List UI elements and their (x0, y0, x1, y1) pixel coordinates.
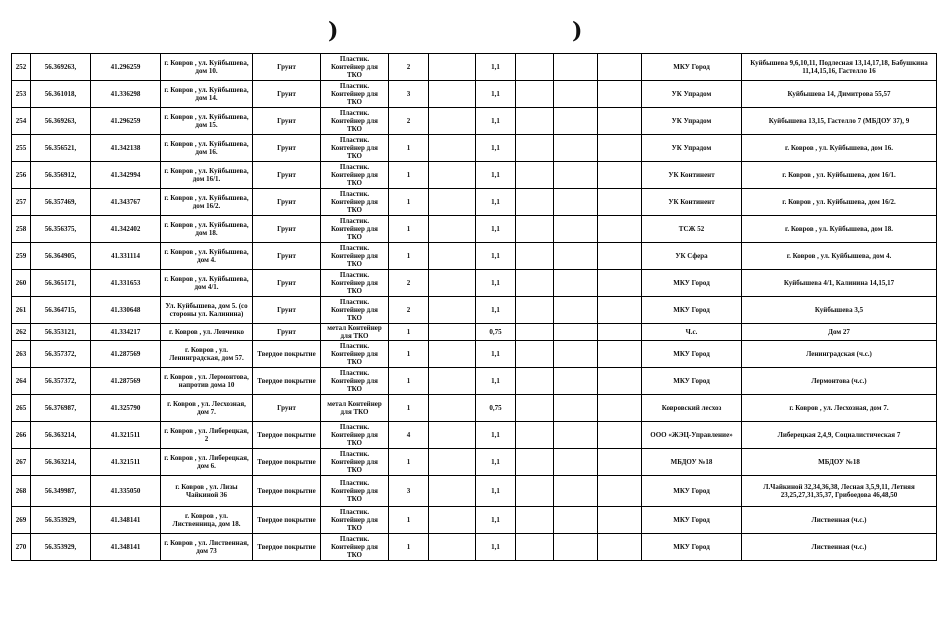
empty-cell-cell (516, 216, 554, 243)
container-volume-cell: 1,1 (476, 297, 516, 324)
owner-cell: Ковровский лесхоз (642, 395, 742, 422)
empty-cell-cell (598, 216, 642, 243)
served-objects-cell: Дом 27 (742, 324, 937, 341)
row-number-cell: 256 (12, 162, 31, 189)
empty-cell-cell (598, 135, 642, 162)
empty-cell-cell (554, 534, 598, 561)
longitude-cell: 41.296259 (91, 108, 161, 135)
empty-cell-cell (554, 422, 598, 449)
container-type-cell: Пластик. Контейнер для ТКО (321, 216, 389, 243)
empty-cell-cell (554, 507, 598, 534)
container-count-cell: 1 (389, 243, 429, 270)
surface-type-cell: Грунт (253, 297, 321, 324)
container-type-cell: Пластик. Контейнер для ТКО (321, 422, 389, 449)
container-type-cell: метал Контейнер для ТКО (321, 324, 389, 341)
owner-cell: МКУ Город (642, 341, 742, 368)
row-number-cell: 263 (12, 341, 31, 368)
owner-cell: МКУ Город (642, 476, 742, 507)
owner-cell: УК Упрадом (642, 108, 742, 135)
table-row (12, 449, 937, 476)
container-volume-cell: 1,1 (476, 449, 516, 476)
empty-cell-cell (554, 324, 598, 341)
table-row (12, 324, 937, 341)
address-cell: Ул. Куйбышева, дом 5. (со стороны ул. Калинина) (161, 297, 253, 324)
longitude-cell: 41.348141 (91, 507, 161, 534)
longitude-cell: 41.331114 (91, 243, 161, 270)
empty-cell-cell (516, 297, 554, 324)
container-volume-cell: 1,1 (476, 243, 516, 270)
address-cell: г. Ковров , ул. Куйбышева, дом 4. (161, 243, 253, 270)
row-number-cell: 254 (12, 108, 31, 135)
address-cell: г. Ковров , ул. Куйбышева, дом 4/1. (161, 270, 253, 297)
container-volume-cell: 1,1 (476, 108, 516, 135)
empty-cell-cell (516, 422, 554, 449)
row-number-cell: 266 (12, 422, 31, 449)
longitude-cell: 41.343767 (91, 189, 161, 216)
empty-cell-cell (598, 368, 642, 395)
empty-cell-cell (429, 189, 476, 216)
container-type-cell: метал Контейнер для ТКО (321, 395, 389, 422)
table-row (12, 297, 937, 324)
surface-type-cell: Грунт (253, 135, 321, 162)
served-objects-cell: Куйбышева 14, Димитрова 55,57 (742, 81, 937, 108)
empty-cell-cell (429, 507, 476, 534)
table-row (12, 534, 937, 561)
address-cell: г. Ковров , ул. Куйбышева, дом 16/2. (161, 189, 253, 216)
address-cell: г. Ковров , ул. Лиственная, дом 73 (161, 534, 253, 561)
container-type-cell: Пластик. Контейнер для ТКО (321, 54, 389, 81)
empty-cell-cell (554, 449, 598, 476)
served-objects-cell: г. Ковров , ул. Куйбышева, дом 4. (742, 243, 937, 270)
container-type-cell: Пластик. Контейнер для ТКО (321, 368, 389, 395)
row-number-cell: 264 (12, 368, 31, 395)
container-count-cell: 3 (389, 81, 429, 108)
served-objects-cell: Куйбышева 9,6,10,11, Подлесная 13,14,17,18, Бабушкина 11,14,15,16, Гастелло 16 (742, 54, 937, 81)
surface-type-cell: Твердое покрытие (253, 368, 321, 395)
served-objects-cell: Лиственная (ч.с.) (742, 507, 937, 534)
empty-cell-cell (554, 341, 598, 368)
row-number-cell: 255 (12, 135, 31, 162)
empty-cell-cell (429, 81, 476, 108)
empty-cell-cell (429, 162, 476, 189)
empty-cell-cell (554, 270, 598, 297)
longitude-cell: 41.335050 (91, 476, 161, 507)
empty-cell-cell (598, 162, 642, 189)
served-objects-cell: Л.Чайкиной 32,34,36,38, Лесная 3,5,9,11, Летняя 23,25,27,31,35,37, Грибоедова 46,48,50 (742, 476, 937, 507)
container-type-cell: Пластик. Контейнер для ТКО (321, 270, 389, 297)
owner-cell: ООО «ЖЭЦ-Управление» (642, 422, 742, 449)
table-row (12, 135, 937, 162)
empty-cell-cell (598, 476, 642, 507)
address-cell: г. Ковров , ул. Лизы Чайкиной 36 (161, 476, 253, 507)
table-row (12, 54, 937, 81)
empty-cell-cell (554, 395, 598, 422)
surface-type-cell: Грунт (253, 162, 321, 189)
empty-cell-cell (516, 449, 554, 476)
container-type-cell: Пластик. Контейнер для ТКО (321, 297, 389, 324)
container-volume-cell: 1,1 (476, 270, 516, 297)
latitude-cell: 56.376987, (31, 395, 91, 422)
served-objects-cell: Либерецкая 2,4,9, Социалистическая 7 (742, 422, 937, 449)
table-row (12, 162, 937, 189)
latitude-cell: 56.363214, (31, 422, 91, 449)
table-row (12, 422, 937, 449)
empty-cell-cell (598, 422, 642, 449)
row-number-cell: 259 (12, 243, 31, 270)
empty-cell-cell (516, 507, 554, 534)
table-row (12, 341, 937, 368)
latitude-cell: 56.361018, (31, 81, 91, 108)
container-volume-cell: 1,1 (476, 534, 516, 561)
surface-type-cell: Грунт (253, 324, 321, 341)
container-volume-cell: 1,1 (476, 368, 516, 395)
address-cell: г. Ковров , ул. Либерецкая, дом 6. (161, 449, 253, 476)
empty-cell-cell (598, 507, 642, 534)
owner-cell: Ч.с. (642, 324, 742, 341)
empty-cell-cell (554, 297, 598, 324)
container-type-cell: Пластик. Контейнер для ТКО (321, 108, 389, 135)
empty-cell-cell (429, 368, 476, 395)
empty-cell-cell (516, 270, 554, 297)
container-type-cell: Пластик. Контейнер для ТКО (321, 476, 389, 507)
container-count-cell: 4 (389, 422, 429, 449)
container-sites-table (11, 53, 937, 561)
surface-type-cell: Грунт (253, 270, 321, 297)
container-count-cell: 2 (389, 108, 429, 135)
longitude-cell: 41.334217 (91, 324, 161, 341)
served-objects-cell: г. Ковров , ул. Куйбышева, дом 16/2. (742, 189, 937, 216)
row-number-cell: 267 (12, 449, 31, 476)
empty-cell-cell (516, 135, 554, 162)
owner-cell: МКУ Город (642, 270, 742, 297)
address-cell: г. Ковров , ул. Лесхозная, дом 7. (161, 395, 253, 422)
table-row (12, 108, 937, 135)
owner-cell: МКУ Город (642, 507, 742, 534)
table-row (12, 395, 937, 422)
longitude-cell: 41.348141 (91, 534, 161, 561)
latitude-cell: 56.363214, (31, 449, 91, 476)
longitude-cell: 41.336298 (91, 81, 161, 108)
empty-cell-cell (516, 395, 554, 422)
table-row (12, 81, 937, 108)
scan-mark-left: ) (328, 18, 339, 44)
row-number-cell: 270 (12, 534, 31, 561)
surface-type-cell: Грунт (253, 54, 321, 81)
latitude-cell: 56.357372, (31, 341, 91, 368)
container-volume-cell: 1,1 (476, 507, 516, 534)
empty-cell-cell (554, 54, 598, 81)
container-count-cell: 1 (389, 368, 429, 395)
container-type-cell: Пластик. Контейнер для ТКО (321, 189, 389, 216)
empty-cell-cell (516, 108, 554, 135)
row-number-cell: 252 (12, 54, 31, 81)
latitude-cell: 56.356521, (31, 135, 91, 162)
container-count-cell: 1 (389, 341, 429, 368)
surface-type-cell: Грунт (253, 395, 321, 422)
latitude-cell: 56.364905, (31, 243, 91, 270)
empty-cell-cell (554, 368, 598, 395)
served-objects-cell: Лиственная (ч.с.) (742, 534, 937, 561)
served-objects-cell: Куйбышева 4/1, Калинина 14,15,17 (742, 270, 937, 297)
container-volume-cell: 1,1 (476, 81, 516, 108)
surface-type-cell: Твердое покрытие (253, 507, 321, 534)
surface-type-cell: Грунт (253, 189, 321, 216)
address-cell: г. Ковров , ул. Либерецкая, 2 (161, 422, 253, 449)
empty-cell-cell (516, 534, 554, 561)
container-volume-cell: 0,75 (476, 324, 516, 341)
served-objects-cell: Куйбышева 13,15, Гастелло 7 (МБДОУ 37), 9 (742, 108, 937, 135)
latitude-cell: 56.369263, (31, 54, 91, 81)
container-volume-cell: 1,1 (476, 135, 516, 162)
container-volume-cell: 1,1 (476, 341, 516, 368)
owner-cell: УК Сфера (642, 243, 742, 270)
row-number-cell: 257 (12, 189, 31, 216)
empty-cell-cell (554, 162, 598, 189)
table-row (12, 189, 937, 216)
empty-cell-cell (429, 297, 476, 324)
scan-mark-right: ) (572, 18, 583, 44)
surface-type-cell: Твердое покрытие (253, 476, 321, 507)
longitude-cell: 41.321511 (91, 422, 161, 449)
served-objects-cell: г. Ковров , ул. Лесхозная, дом 7. (742, 395, 937, 422)
container-volume-cell: 0,75 (476, 395, 516, 422)
empty-cell-cell (429, 341, 476, 368)
longitude-cell: 41.287569 (91, 341, 161, 368)
row-number-cell: 265 (12, 395, 31, 422)
container-volume-cell: 1,1 (476, 189, 516, 216)
address-cell: г. Ковров , ул. Куйбышева, дом 14. (161, 81, 253, 108)
served-objects-cell: г. Ковров , ул. Куйбышева, дом 16/1. (742, 162, 937, 189)
container-type-cell: Пластик. Контейнер для ТКО (321, 243, 389, 270)
empty-cell-cell (598, 324, 642, 341)
empty-cell-cell (598, 395, 642, 422)
empty-cell-cell (598, 54, 642, 81)
address-cell: г. Ковров , ул. Ленинградская, дом 57. (161, 341, 253, 368)
surface-type-cell: Твердое покрытие (253, 341, 321, 368)
container-count-cell: 1 (389, 162, 429, 189)
owner-cell: УК Упрадом (642, 135, 742, 162)
longitude-cell: 41.331653 (91, 270, 161, 297)
container-count-cell: 3 (389, 476, 429, 507)
longitude-cell: 41.330648 (91, 297, 161, 324)
empty-cell-cell (429, 216, 476, 243)
empty-cell-cell (598, 243, 642, 270)
address-cell: г. Ковров , ул. Куйбышева, дом 10. (161, 54, 253, 81)
latitude-cell: 56.353121, (31, 324, 91, 341)
container-type-cell: Пластик. Контейнер для ТКО (321, 341, 389, 368)
served-objects-cell: МБДОУ №18 (742, 449, 937, 476)
empty-cell-cell (429, 54, 476, 81)
container-volume-cell: 1,1 (476, 54, 516, 81)
latitude-cell: 56.356375, (31, 216, 91, 243)
surface-type-cell: Твердое покрытие (253, 449, 321, 476)
latitude-cell: 56.357372, (31, 368, 91, 395)
latitude-cell: 56.365171, (31, 270, 91, 297)
container-count-cell: 2 (389, 54, 429, 81)
empty-cell-cell (598, 270, 642, 297)
owner-cell: УК Континент (642, 162, 742, 189)
container-volume-cell: 1,1 (476, 162, 516, 189)
empty-cell-cell (598, 108, 642, 135)
empty-cell-cell (429, 395, 476, 422)
empty-cell-cell (516, 162, 554, 189)
empty-cell-cell (516, 54, 554, 81)
owner-cell: МКУ Город (642, 54, 742, 81)
address-cell: г. Ковров , ул. Лермонтова, напротив дома 10 (161, 368, 253, 395)
container-volume-cell: 1,1 (476, 422, 516, 449)
served-objects-cell: г. Ковров , ул. Куйбышева, дом 18. (742, 216, 937, 243)
owner-cell: УК Упрадом (642, 81, 742, 108)
surface-type-cell: Грунт (253, 81, 321, 108)
longitude-cell: 41.325790 (91, 395, 161, 422)
table-row (12, 507, 937, 534)
served-objects-cell: г. Ковров , ул. Куйбышева, дом 16. (742, 135, 937, 162)
surface-type-cell: Грунт (253, 108, 321, 135)
row-number-cell: 269 (12, 507, 31, 534)
surface-type-cell: Твердое покрытие (253, 534, 321, 561)
empty-cell-cell (516, 368, 554, 395)
empty-cell-cell (429, 270, 476, 297)
surface-type-cell: Твердое покрытие (253, 422, 321, 449)
empty-cell-cell (429, 476, 476, 507)
owner-cell: МКУ Город (642, 368, 742, 395)
empty-cell-cell (429, 135, 476, 162)
served-objects-cell: Куйбышева 3,5 (742, 297, 937, 324)
row-number-cell: 262 (12, 324, 31, 341)
row-number-cell: 260 (12, 270, 31, 297)
served-objects-cell: Лермонтова (ч.с.) (742, 368, 937, 395)
row-number-cell: 253 (12, 81, 31, 108)
latitude-cell: 56.356912, (31, 162, 91, 189)
container-count-cell: 1 (389, 324, 429, 341)
container-count-cell: 1 (389, 216, 429, 243)
owner-cell: ТСЖ 52 (642, 216, 742, 243)
empty-cell-cell (598, 534, 642, 561)
latitude-cell: 56.349987, (31, 476, 91, 507)
owner-cell: МКУ Город (642, 297, 742, 324)
served-objects-cell: Ленинградская (ч.с.) (742, 341, 937, 368)
table-row (12, 216, 937, 243)
longitude-cell: 41.321511 (91, 449, 161, 476)
address-cell: г. Ковров , ул. Левченко (161, 324, 253, 341)
container-count-cell: 1 (389, 395, 429, 422)
empty-cell-cell (554, 216, 598, 243)
surface-type-cell: Грунт (253, 216, 321, 243)
longitude-cell: 41.342402 (91, 216, 161, 243)
address-cell: г. Ковров , ул. Куйбышева, дом 15. (161, 108, 253, 135)
longitude-cell: 41.287569 (91, 368, 161, 395)
latitude-cell: 56.364715, (31, 297, 91, 324)
latitude-cell: 56.353929, (31, 507, 91, 534)
container-count-cell: 1 (389, 507, 429, 534)
row-number-cell: 268 (12, 476, 31, 507)
empty-cell-cell (554, 108, 598, 135)
empty-cell-cell (554, 243, 598, 270)
address-cell: г. Ковров , ул. Лиственница, дом 18. (161, 507, 253, 534)
longitude-cell: 41.342138 (91, 135, 161, 162)
latitude-cell: 56.353929, (31, 534, 91, 561)
row-number-cell: 261 (12, 297, 31, 324)
container-type-cell: Пластик. Контейнер для ТКО (321, 449, 389, 476)
empty-cell-cell (598, 189, 642, 216)
empty-cell-cell (598, 341, 642, 368)
container-type-cell: Пластик. Контейнер для ТКО (321, 507, 389, 534)
address-cell: г. Ковров , ул. Куйбышева, дом 18. (161, 216, 253, 243)
container-type-cell: Пластик. Контейнер для ТКО (321, 81, 389, 108)
container-count-cell: 1 (389, 189, 429, 216)
owner-cell: МБДОУ №18 (642, 449, 742, 476)
empty-cell-cell (429, 324, 476, 341)
empty-cell-cell (516, 189, 554, 216)
empty-cell-cell (516, 243, 554, 270)
empty-cell-cell (429, 534, 476, 561)
container-volume-cell: 1,1 (476, 216, 516, 243)
container-type-cell: Пластик. Контейнер для ТКО (321, 162, 389, 189)
latitude-cell: 56.369263, (31, 108, 91, 135)
address-cell: г. Ковров , ул. Куйбышева, дом 16. (161, 135, 253, 162)
table-row (12, 476, 937, 507)
container-count-cell: 1 (389, 135, 429, 162)
table-row (12, 243, 937, 270)
container-count-cell: 2 (389, 270, 429, 297)
empty-cell-cell (554, 189, 598, 216)
latitude-cell: 56.357469, (31, 189, 91, 216)
row-number-cell: 258 (12, 216, 31, 243)
container-count-cell: 2 (389, 297, 429, 324)
empty-cell-cell (598, 449, 642, 476)
longitude-cell: 41.296259 (91, 54, 161, 81)
container-type-cell: Пластик. Контейнер для ТКО (321, 534, 389, 561)
empty-cell-cell (429, 449, 476, 476)
container-count-cell: 1 (389, 534, 429, 561)
longitude-cell: 41.342994 (91, 162, 161, 189)
empty-cell-cell (554, 135, 598, 162)
table-row (12, 368, 937, 395)
empty-cell-cell (554, 476, 598, 507)
address-cell: г. Ковров , ул. Куйбышева, дом 16/1. (161, 162, 253, 189)
empty-cell-cell (554, 81, 598, 108)
container-volume-cell: 1,1 (476, 476, 516, 507)
table-row (12, 270, 937, 297)
empty-cell-cell (516, 324, 554, 341)
empty-cell-cell (516, 341, 554, 368)
owner-cell: УК Континент (642, 189, 742, 216)
empty-cell-cell (429, 422, 476, 449)
empty-cell-cell (598, 297, 642, 324)
surface-type-cell: Грунт (253, 243, 321, 270)
empty-cell-cell (516, 476, 554, 507)
empty-cell-cell (598, 81, 642, 108)
empty-cell-cell (516, 81, 554, 108)
container-count-cell: 1 (389, 449, 429, 476)
empty-cell-cell (429, 108, 476, 135)
empty-cell-cell (429, 243, 476, 270)
owner-cell: МКУ Город (642, 534, 742, 561)
container-type-cell: Пластик. Контейнер для ТКО (321, 135, 389, 162)
